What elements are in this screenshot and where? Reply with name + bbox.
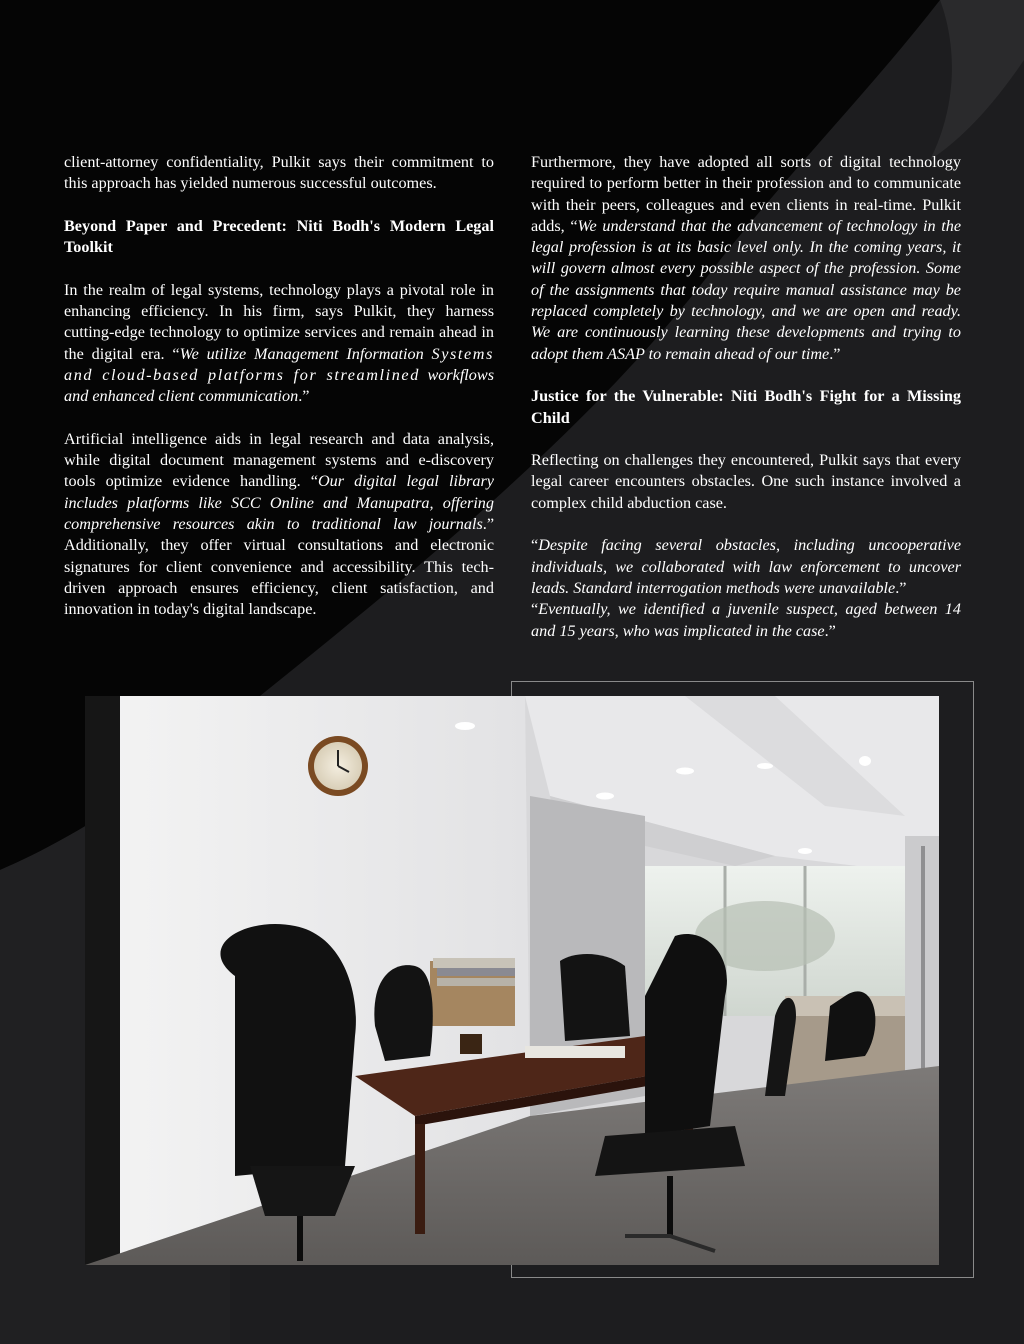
quote-obstacles [531,535,961,599]
left-column [64,152,494,642]
section-heading-modern-legal-toolkit: Beyond Paper and Precedent: Niti Bodh's Modern Legal Toolkit [64,216,494,257]
conference-room-photo [85,696,939,1265]
right-paragraph-1-quote: We understand that the advancement of technology in the legal profession is at its basic level only. In the coming years, it will govern almost every possible aspect of the profession. Some of the assignments that today require manual assistance may be replaced completely by technology, and we are open and ready. We are continuously learning these developments and trying to adopt them ASAP to remain ahead of our time [531,216,961,363]
left-paragraph-2-quote-c: workflows and enhanced client communication [64,365,494,406]
left-paragraph-2-end: .” [298,387,310,406]
quote-juvenile-text: Eventually, we identified a juvenile suspect, aged between 14 and 15 years, who was implicated in the case [531,600,961,640]
left-paragraph-3 [64,429,494,621]
left-paragraph-3-quote: Our digital legal library includes platforms like SCC Online and Manupatra, offering comprehensive resources akin to traditional law journals [64,472,494,534]
left-paragraph-2-quote-b: Systems and cloud-based platforms for streamlined [64,344,494,384]
quote-obstacles-end: .” [895,578,907,597]
left-paragraph-1: client-attorney confidentiality, Pulkit says their commitment to this approach has yielded numerous successful outcomes. [64,153,494,193]
section-heading-missing-child: Justice for the Vulnerable: Niti Bodh's Fight for a Missing Child [531,387,961,427]
right-paragraph-2: Reflecting on challenges they encountered, Pulkit says that every legal career encounters obstacles. One such instance involved a complex child abduction case. [531,451,961,512]
left-paragraph-2-text: In the realm of legal systems, technology plays a pivotal role in enhancing efficiency. In his firm, says Pulkit, they harness cutting-edge technology to optimize services and remain ahead in the digital era. “ [64,280,494,363]
quote-juvenile-end: .” [824,621,836,640]
quote-juvenile-open: “ [531,600,539,619]
right-column [531,152,961,642]
quote-obstacles-open: “ [531,536,539,555]
left-paragraph-3-text-b: .” Additionally, they offer virtual consultations and electronic signatures for client convenience and accessibility. This tech-driven approach ensures efficiency, client satisfaction, and innovation in today's digital landscape. [64,515,494,619]
right-paragraph-1 [531,152,961,365]
left-paragraph-2-quote-a: We utilize Management Information [179,344,424,363]
quote-juvenile-suspect [531,599,961,642]
right-paragraph-1-text: Furthermore, they have adopted all sorts of digital technology required to perform better in their profession and to communicate with their peers, colleagues and even clients in real-time. Pulkit adds, “ [531,153,961,235]
quote-obstacles-text: Despite facing several obstacles, including uncooperative individuals, we collaborated with law enforcement to uncover leads. Standard interrogation methods were unavailable [531,536,961,597]
left-paragraph-3-text-a: Artificial intelligence aids in legal research and data analysis, while digital document management systems and e-discovery tools optimize evidence handling. “ [64,429,494,491]
right-paragraph-1-end: .” [829,344,841,363]
left-paragraph-2 [64,280,494,408]
